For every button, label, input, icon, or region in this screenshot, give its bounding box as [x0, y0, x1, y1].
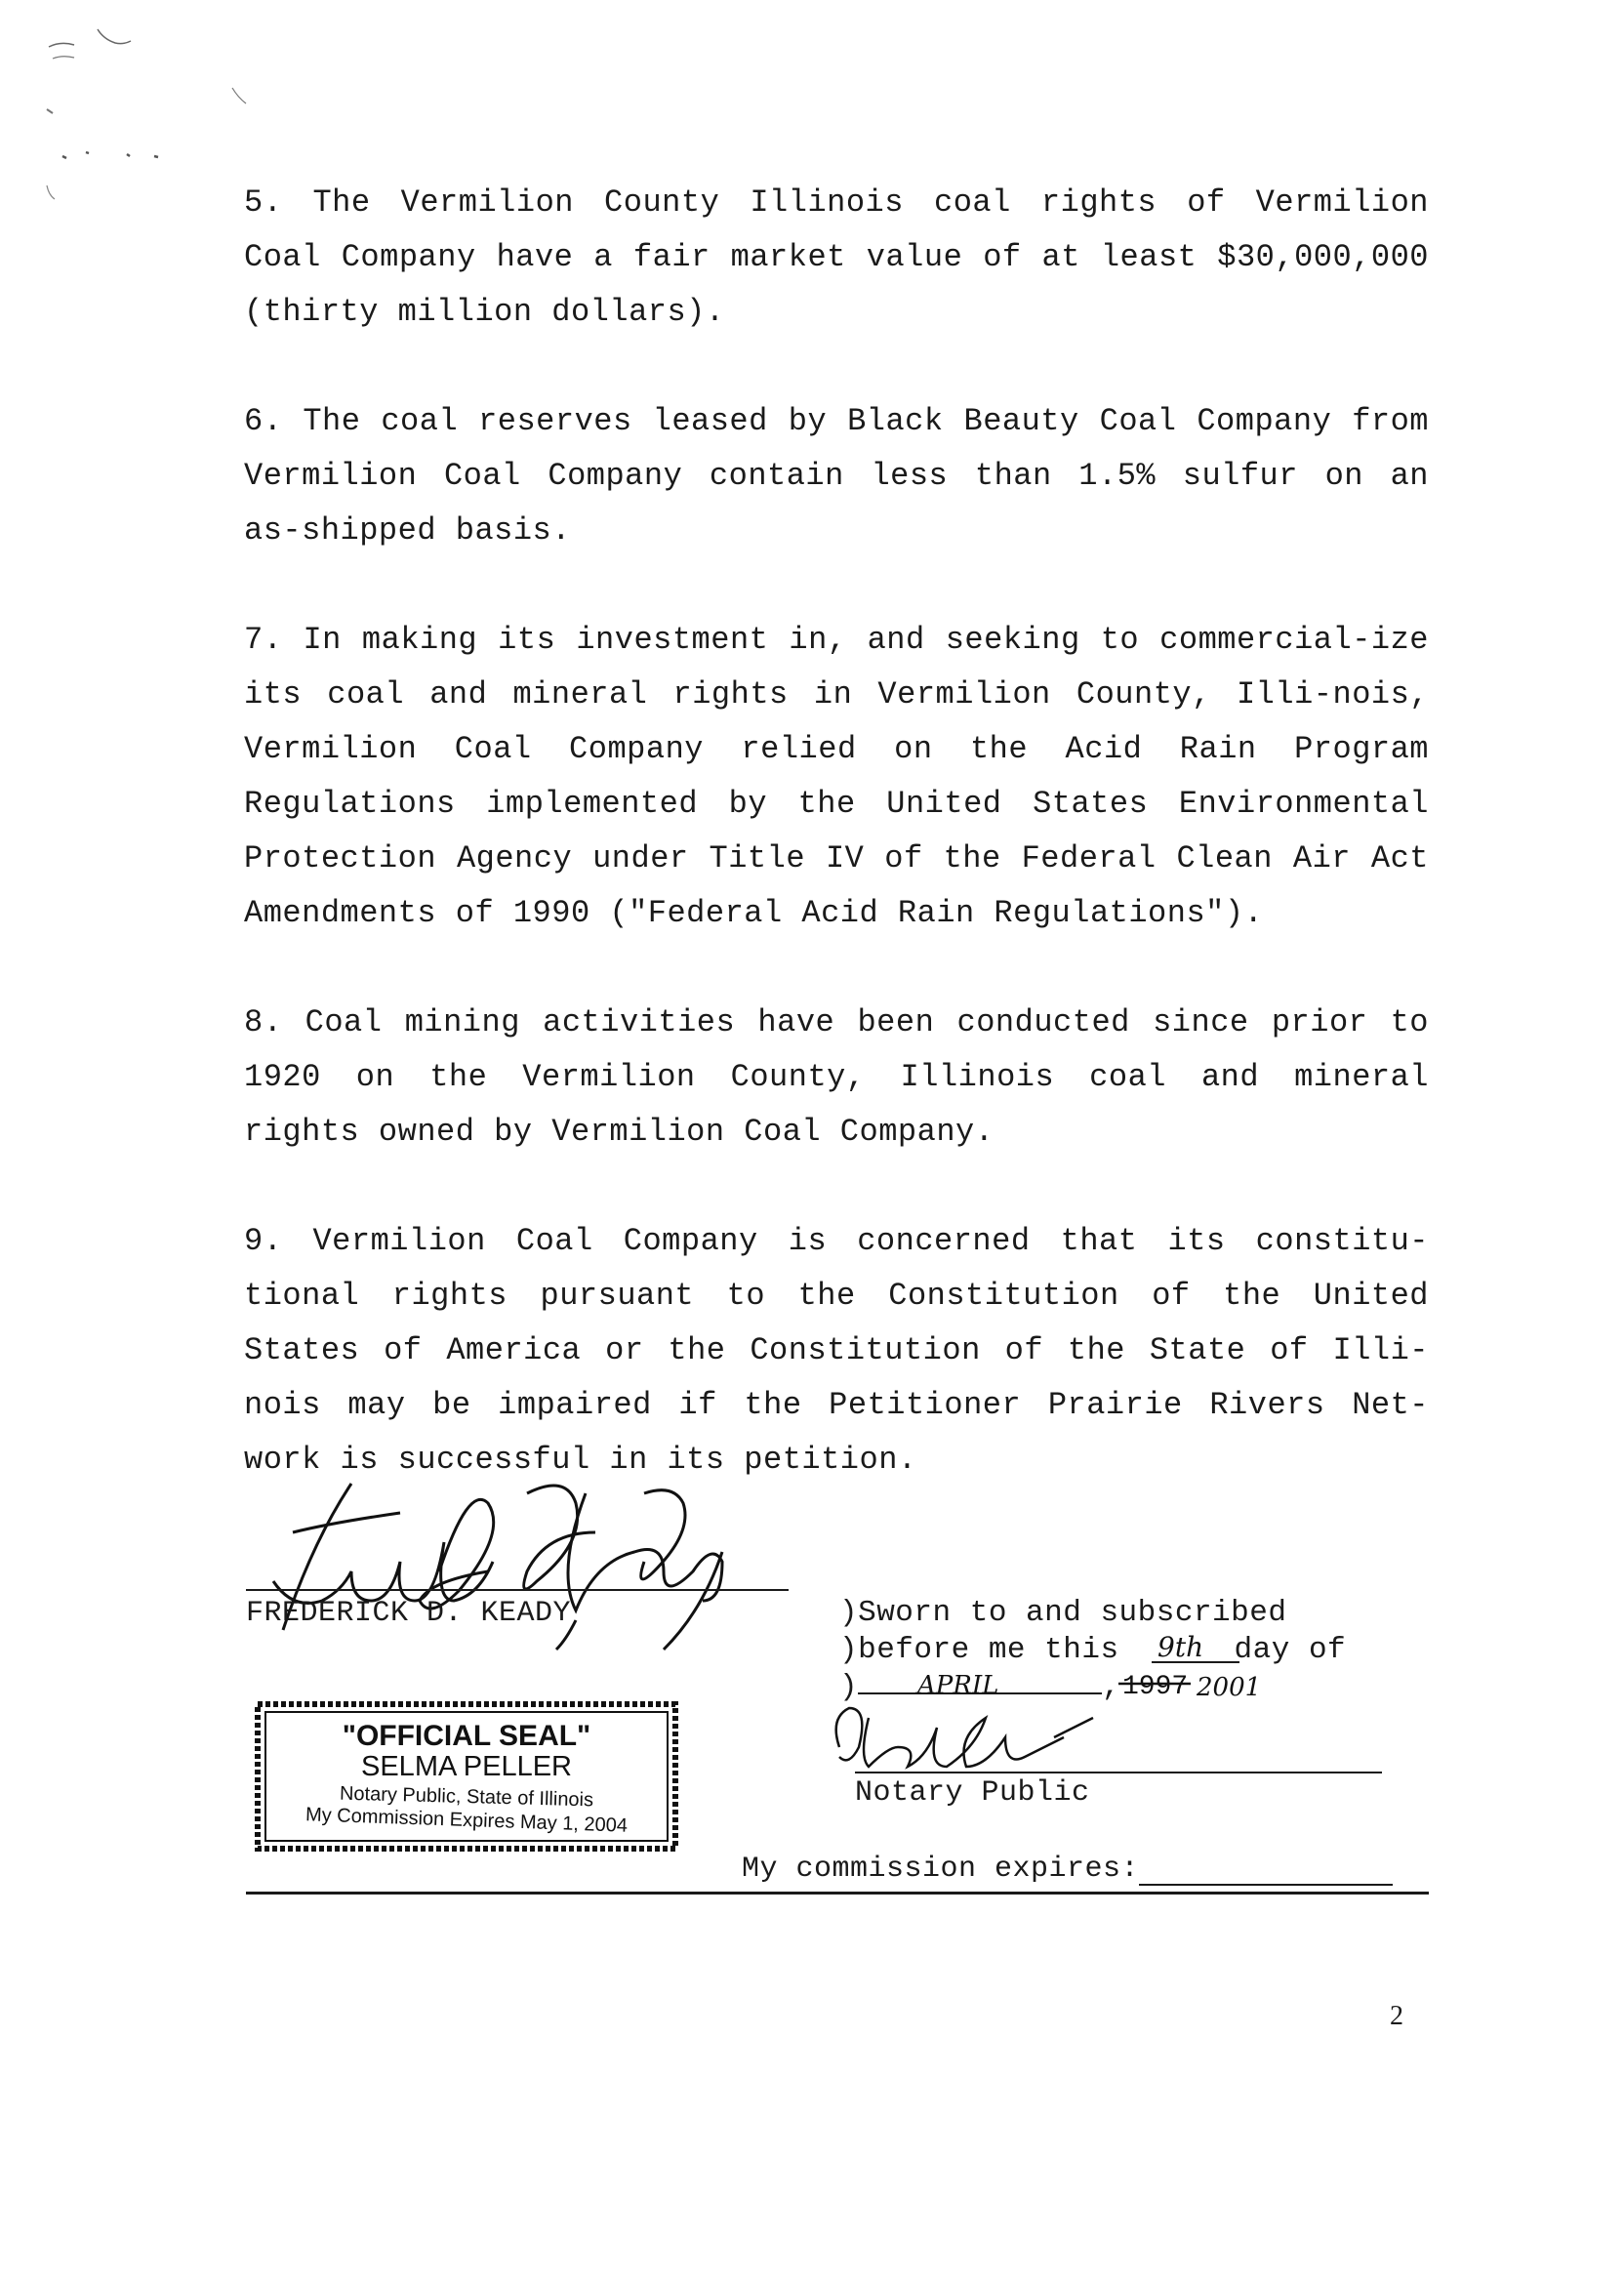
- jurat-before-me-text: )before me this: [839, 1633, 1119, 1667]
- commission-expires-label: [742, 1853, 1393, 1886]
- seal-title: "OFFICIAL SEAL": [342, 1720, 591, 1752]
- paragraph-6: 6. The coal reserves leased by Black Beauty Coal Company from Vermilion Coal Company contain less than 1.5% sulfur on an as-shipped basis.: [244, 403, 1429, 549]
- scan-artifact-marks: [39, 20, 195, 215]
- handwritten-month-text: APRIL: [917, 1671, 999, 1700]
- signature-line: [246, 1589, 789, 1591]
- bottom-rule: [246, 1892, 1429, 1895]
- commission-expires-text: My commission expires:: [742, 1853, 1140, 1886]
- commission-expires-blank: [1139, 1884, 1393, 1886]
- struck-year-text: 1997: [1122, 1672, 1189, 1702]
- jurat-sworn-line: )Sworn to and subscribed: [839, 1596, 1287, 1630]
- handwritten-day: [1152, 1627, 1239, 1666]
- jurat-day-of-text: day of: [1234, 1633, 1347, 1667]
- paragraph-9: 9. Vermilion Coal Company is concerned that its constitu-tional rights pursuant to the Constitution of the United States of America or the Constitution of the State of Illi-nois may be impaired if the Petitioner Prairie Rivers Net-work is successful in its petition.: [244, 1223, 1429, 1478]
- handwritten-year: [1113, 1666, 1308, 1705]
- page-number: 2: [1390, 2001, 1403, 2031]
- handwritten-signature-keady: [234, 1474, 820, 1669]
- seal-expiration: My Commission Expires May 1, 2004: [304, 1804, 629, 1837]
- handwritten-year-text: 2001: [1197, 1673, 1262, 1702]
- seal-notary-name: SELMA PELLER: [361, 1751, 572, 1782]
- notary-signature-line: [855, 1772, 1382, 1773]
- official-notary-seal: [252, 1698, 681, 1854]
- handwritten-day-text: 9th: [1157, 1631, 1204, 1663]
- jurat-date-separator: ,: [1102, 1670, 1121, 1704]
- notary-public-label: Notary Public: [855, 1776, 1090, 1810]
- paragraph-5: 5. The Vermilion County Illinois coal rights of Vermilion Coal Company have a fair market value of at least $30,000,000 (thirty million dollars).: [244, 184, 1429, 330]
- jurat-before-me-line: [839, 1632, 1346, 1669]
- seal-notary-state: Notary Public, State of Illinois: [339, 1782, 594, 1812]
- signer-name: FREDERICK D. KEADY: [246, 1597, 572, 1630]
- paragraph-7: 7. In making its investment in, and seeking to commercial-ize its coal and mineral rights in Vermilion County, Illi-nois, Vermilion Coal Company relied on the Acid Rain Program Regulations implemented by the United States Environmental Protection Agency under Title IV of the Federal Clean Air Act Amendments of 1990 ("Federal Acid Rain Regulations").: [244, 622, 1429, 931]
- jurat-date-prefix: ): [839, 1670, 859, 1704]
- handwritten-signature-notary: [820, 1698, 1113, 1776]
- paragraph-8: 8. Coal mining activities have been conducted since prior to 1920 on the Vermilion County, Illinois coal and mineral rights owned by Vermilion Coal Company.: [244, 1004, 1429, 1150]
